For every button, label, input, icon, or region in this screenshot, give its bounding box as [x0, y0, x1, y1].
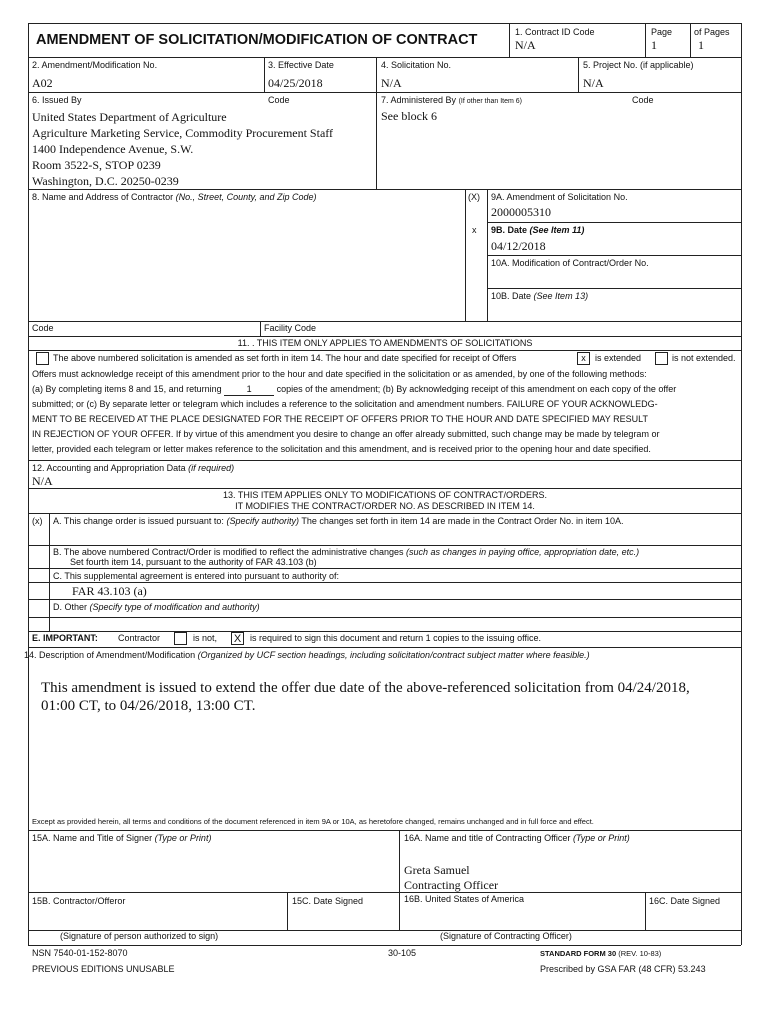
x-column-header: (X) — [468, 192, 480, 202]
item13-heading1: 13. THIS ITEM APPLIES ONLY TO MODIFICATIONS OF CONTRACT/ORDERS. — [222, 490, 548, 500]
usa-label: 16B. United States of America — [404, 894, 525, 904]
solicitation-amended-checkbox[interactable] — [36, 352, 49, 365]
issued-by-label: 6. Issued By — [32, 95, 82, 105]
signer-name-label — [32, 833, 211, 844]
option-b-line2: Set fourth item 14, pursuant to the authority of FAR 43.103 (b) — [70, 557, 317, 567]
issued-line: Agriculture Marketing Service, Commodity Procurement Staff — [32, 126, 334, 140]
previous-editions: PREVIOUS EDITIONS UNUSABLE — [32, 964, 175, 974]
not-extended-checkbox[interactable] — [655, 352, 668, 365]
is-required-checkbox[interactable]: X — [231, 632, 244, 645]
item11-line7: letter, provided each telegram or letter makes reference to the solicitation and this amendment, and is received prior to the opening hour and date specified. — [32, 444, 651, 454]
extended-checkbox[interactable]: x — [577, 352, 590, 365]
item11-heading: 11. . THIS ITEM ONLY APPLIES TO AMENDMENTS OF SOLICITATIONS — [237, 338, 533, 348]
issued-line: Washington, D.C. 20250-0239 — [32, 174, 179, 188]
option-a-tail: The changes set forth in item 14 are made in the Contract Order No. in item 10A. — [301, 516, 624, 526]
amendment-no-value: A02 — [32, 76, 53, 90]
form-code: 30-105 — [388, 948, 417, 958]
date-10b-label-text: 10B. Date — [491, 291, 532, 301]
amendment-9a-value: 2000005310 — [491, 205, 551, 219]
solicitation-no-value: N/A — [381, 76, 402, 90]
description-text: This amendment is issued to extend the offer due date of the above-referenced solicitation from 04/24/2018, 01:00 CT, to 04/26/2018, 13:00 CT. — [41, 680, 690, 714]
item11-line1: The above numbered solicitation is amended as set forth in item 14. The hour and date specified for receipt of Offers — [53, 353, 517, 363]
item11-line2: Offers must acknowledge receipt of this amendment prior to the hour and date specified in the solicitation or as amended, by one of the following methods: — [32, 369, 647, 379]
pages-label: of Pages — [694, 27, 730, 37]
important-tail: is required to sign this document and return 1 copies to the issuing office. — [250, 633, 542, 643]
date-9b-value: 04/12/2018 — [491, 239, 546, 253]
project-no-label: 5. Project No. (if applicable) — [583, 60, 694, 70]
date-10b-note: (See Item 13) — [533, 291, 589, 301]
item11-line3 — [32, 382, 676, 397]
signer-name-label-text: 15A. Name and Title of Signer — [32, 833, 153, 843]
not-extended-label: is not extended. — [672, 353, 736, 363]
nsn-number: NSN 7540-01-152-8070 — [32, 948, 128, 958]
contractor-label-note: (No., Street, County, and Zip Code) — [175, 192, 317, 202]
signer-name-note: (Type or Print) — [154, 833, 212, 843]
page-label: Page — [651, 27, 673, 37]
item11-line5: MENT TO BE RECEIVED AT THE PLACE DESIGNATED FOR THE RECEIPT OF OFFERS PRIOR TO THE HOUR AND DATE SPECIFIED MAY RESULT — [32, 414, 648, 424]
copies-value: 1 — [224, 383, 274, 396]
contractor-date-signed-label: 15C. Date Signed — [292, 896, 364, 906]
contractor-code-label: Code — [32, 323, 54, 333]
contractor-label — [32, 192, 317, 203]
officer-date-signed-label: 16C. Date Signed — [649, 896, 721, 906]
accounting-label-note: (if required) — [188, 463, 235, 473]
effective-date-value: 04/25/2018 — [268, 76, 323, 90]
officer-name-note: (Type or Print) — [572, 833, 630, 843]
facility-code-label: Facility Code — [264, 323, 317, 333]
item13-option-a[interactable] — [53, 516, 624, 527]
option-b-note: (such as changes in paying office, appropriation date, etc.) — [406, 547, 640, 557]
amendment-no-label: 2. Amendment/Modification No. — [32, 60, 158, 70]
administered-by-note: (If other than Item 6) — [458, 98, 522, 105]
date-10b-label — [491, 291, 588, 302]
accounting-label — [32, 463, 234, 474]
signature-person-label: (Signature of person authorized to sign) — [60, 931, 219, 941]
modification-10a-label: 10A. Modification of Contract/Order No. — [491, 258, 649, 268]
option-d-text: D. Other — [53, 602, 88, 612]
contractor-offeror-label: 15B. Contractor/Offeror — [32, 896, 126, 906]
issued-code-label: Code — [268, 95, 290, 105]
issued-line: United States Department of Agriculture — [32, 110, 227, 124]
signature-officer-label: (Signature of Contracting Officer) — [440, 931, 572, 941]
contract-id-label: 1. Contract ID Code — [515, 27, 595, 37]
extended-label: is extended — [595, 353, 642, 363]
contractor-label-text: 8. Name and Address of Contractor — [32, 192, 174, 202]
important-label: E. IMPORTANT: — [32, 633, 98, 643]
date-9b-label — [491, 225, 584, 236]
option-a-note: (Specify authority) — [226, 516, 299, 526]
officer-name-label-text: 16A. Name and title of Contracting Officer — [404, 833, 571, 843]
item11-line3b: copies of the amendment; (b) By acknowledging receipt of this amendment on each copy of the offer — [276, 384, 677, 394]
standard-form-name: STANDARD FORM 30 — [540, 949, 617, 958]
officer-title-value: Contracting Officer — [404, 878, 499, 892]
description-label-text: 14. Description of Amendment/Modification — [24, 650, 196, 660]
officer-name-label — [404, 833, 630, 844]
issued-line: Room 3522-S, STOP 0239 — [32, 158, 161, 172]
contract-id-value: N/A — [515, 38, 536, 52]
officer-name-value: Greta Samuel — [404, 863, 470, 877]
item11-line4: submitted; or (c) By separate letter or telegram which includes a reference to the solicitation and amendment numbers. FAILURE OF YOUR ACKNOWLEDG- — [32, 399, 658, 409]
item13-x-header: (x) — [32, 516, 43, 526]
item13-heading2: IT MODIFIES THE CONTRACT/ORDER NO. AS DESCRIBED IN ITEM 14. — [235, 501, 535, 511]
standard-form-rev: (REV. 10-83) — [618, 949, 662, 958]
description-label — [24, 650, 590, 661]
prescribed-by: Prescribed by GSA FAR (48 CFR) 53.243 — [540, 964, 706, 974]
form-title: AMENDMENT OF SOLICITATION/MODIFICATION OF CONTRACT — [36, 32, 478, 48]
option-b-text: B. The above numbered Contract/Order is modified to reflect the administrative changes — [53, 547, 404, 557]
pages-value: 1 — [698, 38, 704, 52]
date-9b-note: (See Item 11) — [529, 225, 585, 235]
administered-by-label — [381, 95, 522, 107]
issued-by-address — [32, 109, 333, 189]
project-no-value: N/A — [583, 76, 604, 90]
accounting-value: N/A — [32, 474, 53, 488]
item13-option-d[interactable] — [53, 602, 260, 613]
solicitation-no-label: 4. Solicitation No. — [381, 60, 452, 70]
standard-form — [540, 948, 661, 959]
page-value: 1 — [651, 38, 657, 52]
option-c-value: FAR 43.103 (a) — [72, 584, 147, 598]
important-contractor: Contractor — [118, 633, 161, 643]
administered-code-label: Code — [632, 95, 654, 105]
item13-option-c[interactable]: C. This supplemental agreement is entered into pursuant to authority of: — [53, 571, 339, 581]
is-not-checkbox[interactable] — [174, 632, 187, 645]
item11-line6: IN REJECTION OF YOUR OFFER. If by virtue of this amendment you desire to change an offer already submitted, such change may be made by telegram or — [32, 429, 660, 439]
option-d-note: (Specify type of modification and authority) — [89, 602, 260, 612]
accounting-label-text: 12. Accounting and Appropriation Data — [32, 463, 186, 473]
administered-by-text: 7. Administered By — [381, 95, 457, 105]
important-is-not: is not, — [193, 633, 218, 643]
description-label-note: (Organized by UCF section headings, including solicitation/contract subject matter where feasible.) — [197, 650, 590, 660]
option-a-text: A. This change order is issued pursuant to: — [53, 516, 224, 526]
date-9b-label-text: 9B. Date — [491, 225, 528, 235]
amendment-9a-label: 9A. Amendment of Solicitation No. — [491, 192, 628, 202]
except-note: Except as provided herein, all terms and conditions of the document referenced in item 9A or 10A, as heretofore changed, remains unchanged and in full force and effect. — [32, 817, 594, 826]
date-9b-mark[interactable]: x — [472, 225, 477, 235]
item11-line3a: (a) By completing items 8 and 15, and returning — [32, 384, 222, 394]
administered-by-value: See block 6 — [381, 109, 437, 123]
issued-line: 1400 Independence Avenue, S.W. — [32, 142, 194, 156]
effective-date-label: 3. Effective Date — [268, 60, 334, 70]
